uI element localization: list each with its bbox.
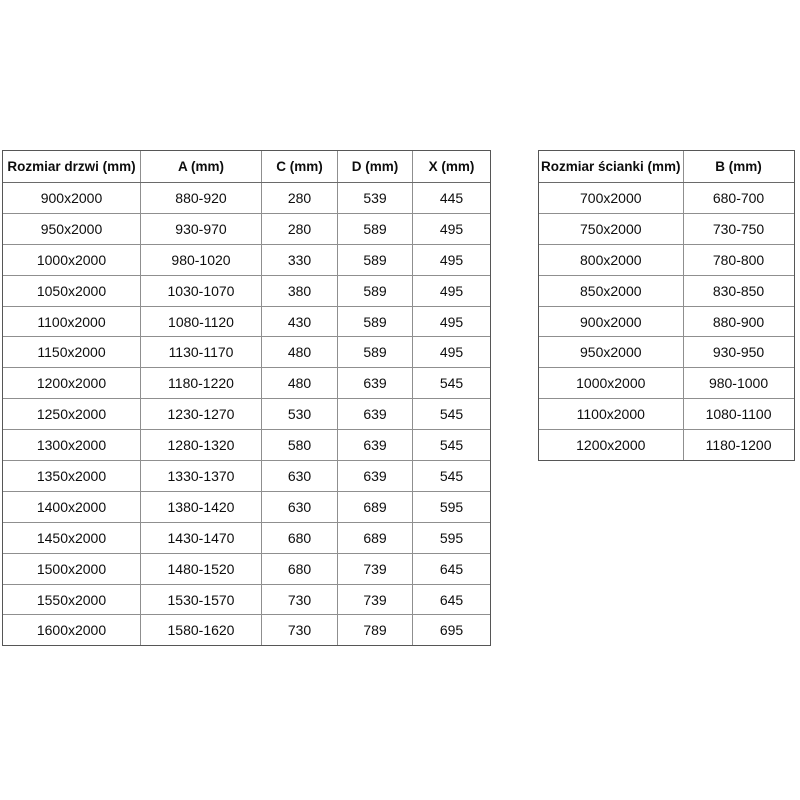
table-row [3,461,491,492]
table-cell: 850x2000 [539,275,684,306]
table-cell: 680-700 [683,183,794,214]
table-cell: 900x2000 [3,183,141,214]
table-cell: 880-920 [141,183,262,214]
table-row [3,430,491,461]
table-cell: 1080-1120 [141,306,262,337]
table-cell: 589 [338,244,413,275]
table-row [3,275,491,306]
table-cell: 1100x2000 [3,306,141,337]
table-row [539,306,795,337]
wall-dimensions-table [538,150,795,461]
table-row [3,306,491,337]
table-cell: 645 [413,553,491,584]
table-cell: 530 [262,399,338,430]
table-row [3,337,491,368]
table-cell: 1250x2000 [3,399,141,430]
table-cell: 545 [413,368,491,399]
table-cell: 1280-1320 [141,430,262,461]
table-cell: 980-1020 [141,244,262,275]
table-cell: 1200x2000 [3,368,141,399]
table-cell: 1050x2000 [3,275,141,306]
table-cell: 589 [338,306,413,337]
table-cell: 1400x2000 [3,491,141,522]
table-cell: 430 [262,306,338,337]
table-cell: 280 [262,183,338,214]
table-row [3,368,491,399]
table-cell: 1030-1070 [141,275,262,306]
table-cell: 1100x2000 [539,399,684,430]
table-cell: 1180-1220 [141,368,262,399]
table-cell: 1330-1370 [141,461,262,492]
table-cell: 380 [262,275,338,306]
table-cell: 1080-1100 [683,399,794,430]
table-cell: 930-950 [683,337,794,368]
table-cell: 545 [413,430,491,461]
table-cell: 689 [338,491,413,522]
table-row [3,553,491,584]
table-cell: 1300x2000 [3,430,141,461]
column-header: X (mm) [413,151,491,183]
table-row [3,491,491,522]
table-cell: 639 [338,430,413,461]
table-cell: 680 [262,522,338,553]
door-dimensions-table [2,150,491,646]
table-cell: 1000x2000 [3,244,141,275]
table-cell: 1150x2000 [3,337,141,368]
table-cell: 1450x2000 [3,522,141,553]
table-cell: 1480-1520 [141,553,262,584]
table-row [3,399,491,430]
column-header: Rozmiar drzwi (mm) [3,151,141,183]
table-row [3,584,491,615]
header-row [3,151,491,183]
table-cell: 595 [413,522,491,553]
table-row [539,183,795,214]
column-header: Rozmiar ścianki (mm) [539,151,684,183]
table-row [3,183,491,214]
table-cell: 1550x2000 [3,584,141,615]
table-cell: 800x2000 [539,244,684,275]
column-header: C (mm) [262,151,338,183]
table-cell: 880-900 [683,306,794,337]
header-row [539,151,795,183]
table-cell: 1200x2000 [539,430,684,461]
table-cell: 830-850 [683,275,794,306]
table-cell: 589 [338,275,413,306]
table-row [3,213,491,244]
table-cell: 595 [413,491,491,522]
table-cell: 1380-1420 [141,491,262,522]
table-cell: 780-800 [683,244,794,275]
table-cell: 1130-1170 [141,337,262,368]
table-cell: 739 [338,584,413,615]
table-cell: 580 [262,430,338,461]
table-cell: 495 [413,213,491,244]
table-cell: 930-970 [141,213,262,244]
column-header: A (mm) [141,151,262,183]
table-cell: 630 [262,461,338,492]
column-header: B (mm) [683,151,794,183]
table-cell: 1430-1470 [141,522,262,553]
table-cell: 630 [262,491,338,522]
table-cell: 950x2000 [3,213,141,244]
table-cell: 495 [413,306,491,337]
table-row [3,244,491,275]
table-cell: 589 [338,213,413,244]
table-cell: 980-1000 [683,368,794,399]
table-cell: 689 [338,522,413,553]
table-row [539,399,795,430]
table-cell: 730 [262,584,338,615]
table-row [3,522,491,553]
table-cell: 900x2000 [539,306,684,337]
table-cell: 730 [262,615,338,646]
table-cell: 589 [338,337,413,368]
table-cell: 1500x2000 [3,553,141,584]
table-cell: 1180-1200 [683,430,794,461]
table-cell: 730-750 [683,213,794,244]
table-cell: 695 [413,615,491,646]
table-cell: 950x2000 [539,337,684,368]
table-row [539,430,795,461]
table-cell: 480 [262,337,338,368]
table-cell: 750x2000 [539,213,684,244]
table-cell: 639 [338,461,413,492]
table-row [539,244,795,275]
table-cell: 639 [338,368,413,399]
table-cell: 1600x2000 [3,615,141,646]
table-cell: 645 [413,584,491,615]
table-cell: 330 [262,244,338,275]
table-cell: 700x2000 [539,183,684,214]
table-cell: 545 [413,399,491,430]
table-row [539,275,795,306]
table-cell: 1580-1620 [141,615,262,646]
table-cell: 495 [413,337,491,368]
table-cell: 480 [262,368,338,399]
table-cell: 739 [338,553,413,584]
table-cell: 280 [262,213,338,244]
table-row [539,337,795,368]
table-cell: 445 [413,183,491,214]
column-header: D (mm) [338,151,413,183]
table-cell: 1350x2000 [3,461,141,492]
table-row [539,368,795,399]
table-cell: 495 [413,275,491,306]
table-cell: 539 [338,183,413,214]
table-cell: 1000x2000 [539,368,684,399]
table-cell: 680 [262,553,338,584]
table-row [3,615,491,646]
table-cell: 1530-1570 [141,584,262,615]
table-cell: 495 [413,244,491,275]
table-cell: 1230-1270 [141,399,262,430]
table-row [539,213,795,244]
table-cell: 545 [413,461,491,492]
table-cell: 639 [338,399,413,430]
table-cell: 789 [338,615,413,646]
